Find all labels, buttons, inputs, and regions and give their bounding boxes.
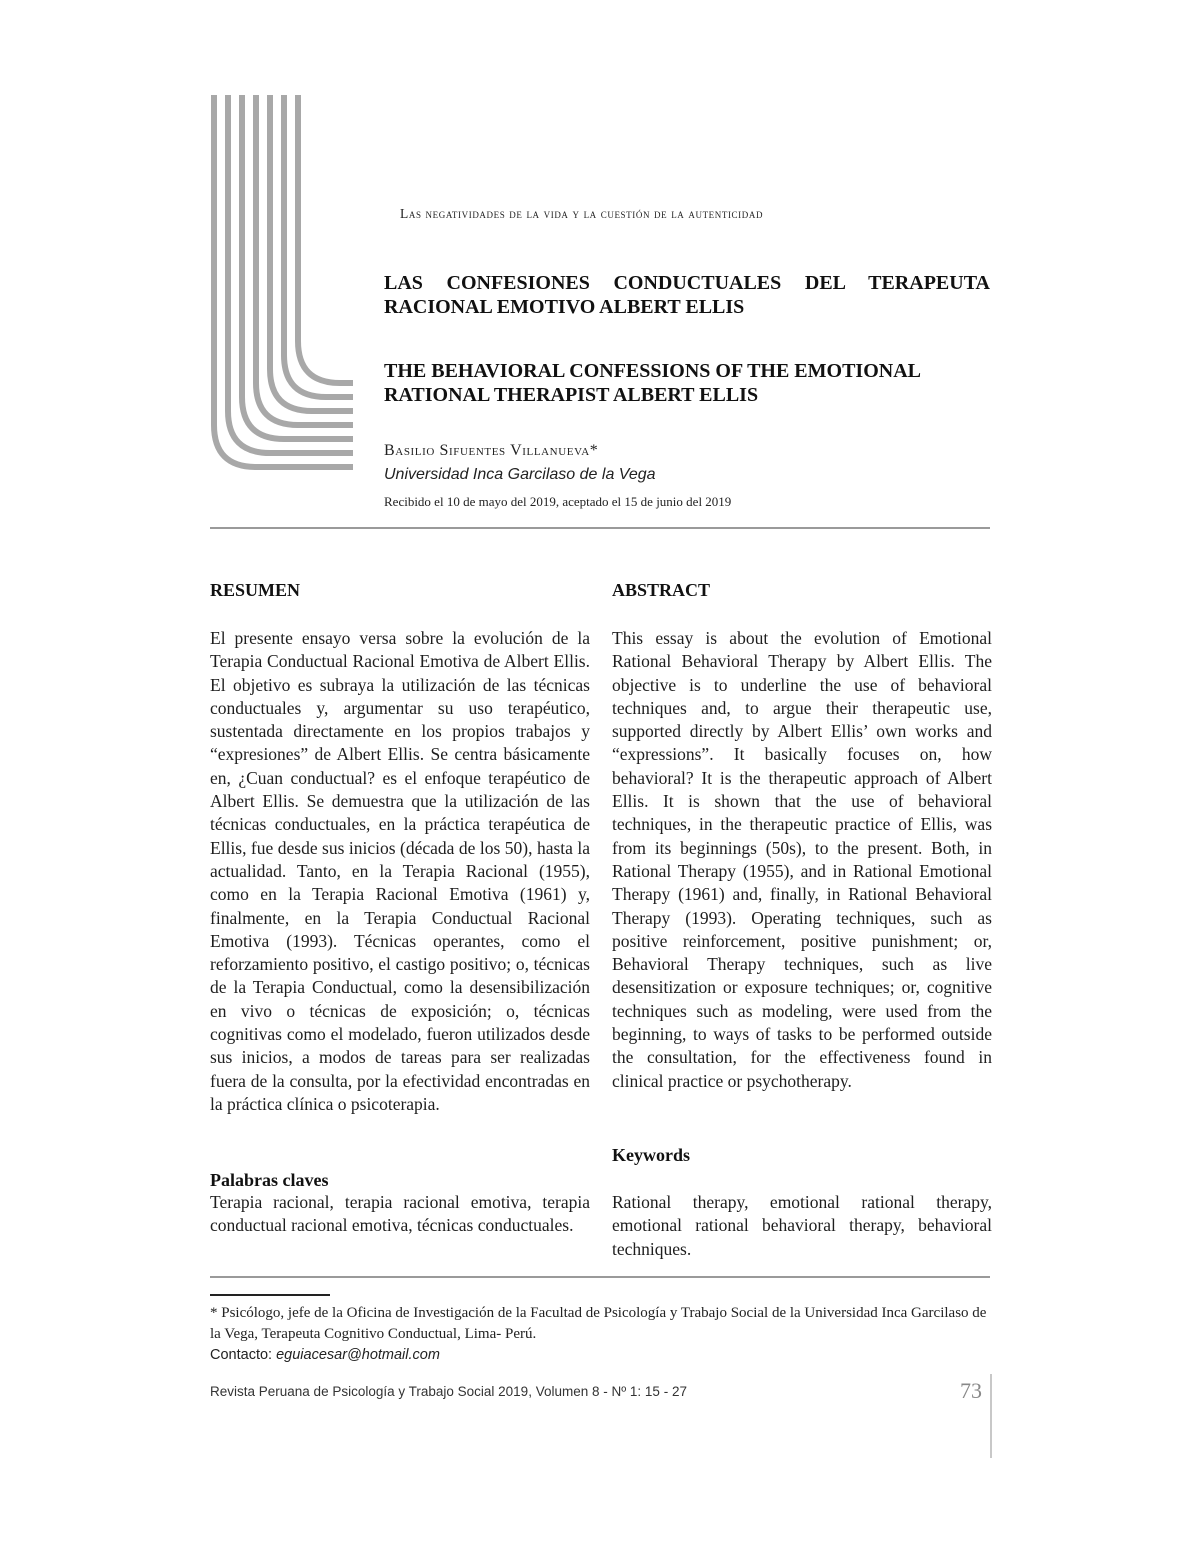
title-es-line-2: RACIONAL EMOTIVO ALBERT ELLIS	[384, 296, 745, 318]
keywords-heading: Keywords	[612, 1145, 690, 1165]
resumen-heading: RESUMEN	[210, 580, 301, 600]
journal-citation: Revista Peruana de Psicología y Trabajo Social 2019, Volumen 8 - Nº 1: 15 - 27	[210, 1384, 687, 1399]
article-title-spanish	[384, 271, 990, 319]
palabras-claves-heading: Palabras claves	[210, 1170, 329, 1190]
received-accepted-dates: Recibido el 10 de mayo del 2019, aceptado el 15 de junio del 2019	[384, 494, 732, 509]
author-footnote: * Psicólogo, jefe de la Oficina de Investigación de la Facultad de Psicología y Trabajo Social de la Universidad Inca Garcilaso de la Vega, Terapeuta Cognitivo Conductual, Lima- Perú.	[210, 1305, 987, 1342]
title-en-line-1: THE BEHAVIORAL CONFESSIONS OF THE EMOTIONAL	[384, 360, 921, 382]
bottom-divider	[210, 1276, 990, 1278]
title-es-line-1: LAS CONFESIONES CONDUCTUALES DEL TERAPEUTA	[384, 272, 990, 294]
abstract-text: This essay is about the evolution of Emotional Rational Behavioral Therapy by Albert Ellis. The objective is to underline the use of behavioral techniques and, to argue their therapeutic use, supported directly by Albert Ellis’ own works and “expressions”. It basically focuses on, how behavioral? It is the therapeutic approach of Albert Ellis. It is shown that the use of behavioral techniques, in the therapeutic practice of Ellis, was from its beginnings (50s), to the present. Both, in Rational Therapy (1955), and in Rational Emotional Therapy (1961) and, finally, in Rational Behavioral Therapy (1993). Operating techniques, such as positive reinforcement, positive punishment; or, Behavioral Therapy techniques, such as live desensitization or exposure techniques; or, cognitive techniques such as modeling, were used from the beginning, to ways of tasks to be performed outside the consultation, for the effectiveness found in clinical practice or psychotherapy.	[612, 628, 992, 1091]
page-number: 73	[960, 1378, 982, 1403]
keywords-text: Rational therapy, emotional rational therapy, emotional rational behavioral therapy, behavioral techniques.	[612, 1192, 992, 1259]
contact-label: Contacto:	[210, 1347, 277, 1363]
contact-line	[210, 1347, 440, 1363]
abstract-heading: ABSTRACT	[612, 580, 711, 600]
title-en-line-2: RATIONAL THERAPIST ALBERT ELLIS	[384, 384, 759, 406]
author-affiliation: Universidad Inca Garcilaso de la Vega	[384, 466, 656, 483]
article-title-english	[384, 359, 990, 407]
page-number-rule	[990, 1374, 992, 1458]
decorative-l-graphic	[208, 95, 353, 470]
author-name: Basilio Sifuentes Villanueva*	[384, 442, 599, 459]
palabras-claves-text: Terapia racional, terapia racional emotiva, terapia conductual racional emotiva, técnicas conductuales.	[210, 1192, 590, 1236]
contact-email[interactable]: eguiacesar@hotmail.com	[276, 1347, 440, 1363]
running-title: Las negatividades de la vida y la cuestión de la autenticidad	[400, 206, 764, 221]
footnote-rule	[210, 1294, 330, 1296]
top-divider	[210, 527, 990, 529]
resumen-text: El presente ensayo versa sobre la evolución de la Terapia Conductual Racional Emotiva de Albert Ellis. El objetivo es subraya la utilización de las técnicas conductuales y, argumentar su uso terapéutico, sustentada directamente en los propios trabajos y “expresiones” de Albert Ellis. Se centra básicamente en, ¿Cuan conductual? es el enfoque terapéutico de Albert Ellis. Se demuestra que la utilización de las técnicas conductuales, en la práctica terapéutica de Ellis, fue desde sus inicios (década de los 50), hasta la actualidad. Tanto, en la Terapia Racional (1955), como en la Terapia Racional Emotiva (1961) y, finalmente, en la Terapia Conductual Racional Emotiva (1993). Técnicas operantes, como el reforzamiento positivo, el castigo positivo; o, técnicas de la Terapia Conductual, como la desensibilización en vivo o técnicas de exposición; o, técnicas cognitivas como el modelado, fueron utilizados desde sus inicios, a modos de tareas para ser realizadas fuera de la consulta, por la efectividad encontradas en la práctica clínica o psicoterapia.	[210, 628, 590, 1114]
